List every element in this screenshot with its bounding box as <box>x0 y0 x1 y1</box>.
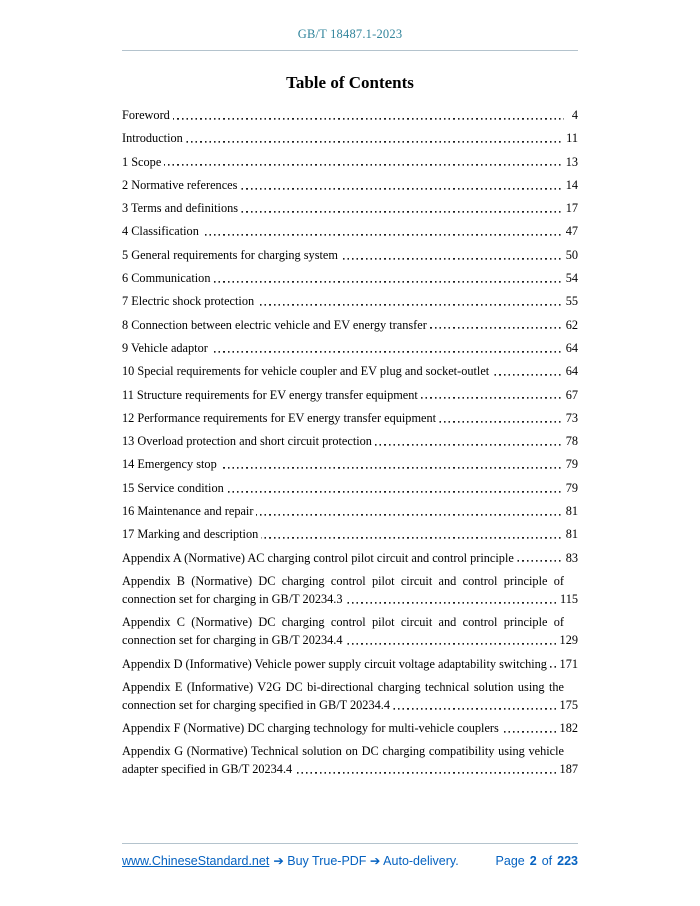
toc-entry-page: 47 <box>563 222 578 240</box>
toc-entry-label: 1 Scope <box>122 155 164 169</box>
toc-entry-label: 4 Classification <box>122 224 202 238</box>
toc-entry-label: 12 Performance requirements for EV energy transfer equipment <box>122 411 439 425</box>
toc-entry <box>122 339 578 357</box>
toc-entry-label: 14 Emergency stop <box>122 457 220 471</box>
toc-entry-page: 50 <box>563 246 578 264</box>
toc-entry-page: 81 <box>563 525 578 543</box>
toc-entry-page: 54 <box>563 269 578 287</box>
toc-entry-page: 17 <box>563 199 578 217</box>
toc-entry-page: 64 <box>563 339 578 357</box>
toc-entry-page: 79 <box>563 479 578 497</box>
toc-entry-label: 17 Marking and description <box>122 527 261 541</box>
toc-entry-label: 11 Structure requirements for EV energy transfer equipment <box>122 388 421 402</box>
toc-entry <box>122 176 578 194</box>
total-page-number: 223 <box>557 854 578 868</box>
toc-entry-page: 13 <box>563 153 578 171</box>
footer-branding <box>122 853 459 868</box>
toc-entry-label: Appendix A (Normative) AC charging control pilot circuit and control principle <box>122 551 517 565</box>
toc-entry <box>122 479 578 497</box>
toc-entry <box>122 246 578 264</box>
toc-entry-label: 6 Communication <box>122 271 213 285</box>
toc-entry-label: 2 Normative references <box>122 178 240 192</box>
toc-entry-label: Appendix B (Normative) DC charging control pilot circuit and control principle of connection set for charging in GB/T 20234.3 <box>122 573 564 606</box>
toc-entry-page: 78 <box>563 432 578 450</box>
toc-entry-label: 5 General requirements for charging system <box>122 248 341 262</box>
toc-entry <box>122 199 578 217</box>
toc-entry <box>122 742 578 778</box>
toc-entry-page: 171 <box>557 655 578 673</box>
website-link[interactable]: www.ChineseStandard.net <box>122 854 270 868</box>
toc-entry-label: 7 Electric shock protection <box>122 294 257 308</box>
toc-entry <box>122 316 578 334</box>
toc-entry <box>122 292 578 310</box>
toc-entry <box>122 222 578 240</box>
of-label: of <box>541 854 553 868</box>
toc-entry-page: 11 <box>563 129 578 147</box>
footer-tagline: ➔ Buy True-PDF ➔ Auto-delivery. <box>273 854 459 868</box>
page-content <box>122 0 578 784</box>
toc-entry-page: 55 <box>563 292 578 310</box>
toc-entry-page: 175 <box>557 696 578 714</box>
page-footer <box>122 843 578 868</box>
toc-entry <box>122 386 578 404</box>
toc-entry <box>122 153 578 171</box>
toc-entry <box>122 613 578 649</box>
toc-entry-page: 73 <box>563 409 578 427</box>
toc-entry-page: 187 <box>557 760 578 778</box>
toc-entry-label: Appendix E (Informative) V2G DC bi-directional charging technical solution using the connection set for charging specified in GB/T 20234.4 <box>122 679 564 712</box>
toc-entry-page: 64 <box>563 362 578 380</box>
toc-entry <box>122 409 578 427</box>
toc-entry <box>122 362 578 380</box>
toc-entry <box>122 269 578 287</box>
toc-entry <box>122 719 578 737</box>
toc-entry-label: Appendix G (Normative) Technical solution on DC charging compatibility using vehicle adapter specified in GB/T 20234.4 <box>122 744 564 777</box>
header-rule <box>122 50 578 51</box>
toc-entry <box>122 678 578 714</box>
toc-entry <box>122 525 578 543</box>
toc-entry-label: Introduction <box>122 131 186 145</box>
toc-entry-label: 15 Service condition <box>122 481 227 495</box>
toc-entry-page: 4 <box>569 106 578 124</box>
toc-entry-label: Appendix F (Normative) DC charging technology for multi-vehicle couplers <box>122 721 502 735</box>
current-page-number: 2 <box>529 854 537 868</box>
toc-entry-page: 14 <box>563 176 578 194</box>
toc-entry-label: 9 Vehicle adaptor <box>122 341 211 355</box>
toc-entry-label: Foreword <box>122 108 173 122</box>
toc-entry-label: 13 Overload protection and short circuit protection <box>122 434 375 448</box>
page-label: Page <box>495 854 525 868</box>
page-indicator <box>496 854 578 868</box>
toc-entry <box>122 549 578 567</box>
toc-entry-page: 79 <box>563 455 578 473</box>
toc-list <box>122 106 578 778</box>
toc-entry-page: 115 <box>557 590 578 608</box>
toc-entry-label: 10 Special requirements for vehicle coupler and EV plug and socket-outlet <box>122 364 492 378</box>
toc-entry <box>122 106 578 124</box>
toc-entry-page: 62 <box>563 316 578 334</box>
toc-entry-page: 83 <box>563 549 578 567</box>
header-doc-number: GB/T 18487.1-2023 <box>297 27 403 41</box>
toc-entry-label: 16 Maintenance and repair <box>122 504 256 518</box>
toc-entry <box>122 129 578 147</box>
toc-entry-page: 81 <box>563 502 578 520</box>
toc-entry-label: 8 Connection between electric vehicle and EV energy transfer <box>122 318 430 332</box>
toc-entry-label: Appendix C (Normative) DC charging control pilot circuit and control principle of connection set for charging in GB/T 20234.4 <box>122 615 564 648</box>
toc-entry-label: 3 Terms and definitions <box>122 201 241 215</box>
toc-entry <box>122 655 578 673</box>
toc-entry-page: 182 <box>557 719 578 737</box>
toc-entry <box>122 432 578 450</box>
toc-entry <box>122 572 578 608</box>
page-title: Table of Contents <box>286 73 414 92</box>
toc-entry <box>122 502 578 520</box>
toc-entry <box>122 455 578 473</box>
toc-entry-page: 67 <box>563 386 578 404</box>
toc-entry-label: Appendix D (Informative) Vehicle power supply circuit voltage adaptability switching <box>122 657 550 671</box>
footer-rule <box>122 843 578 844</box>
toc-entry-page: 129 <box>557 631 578 649</box>
